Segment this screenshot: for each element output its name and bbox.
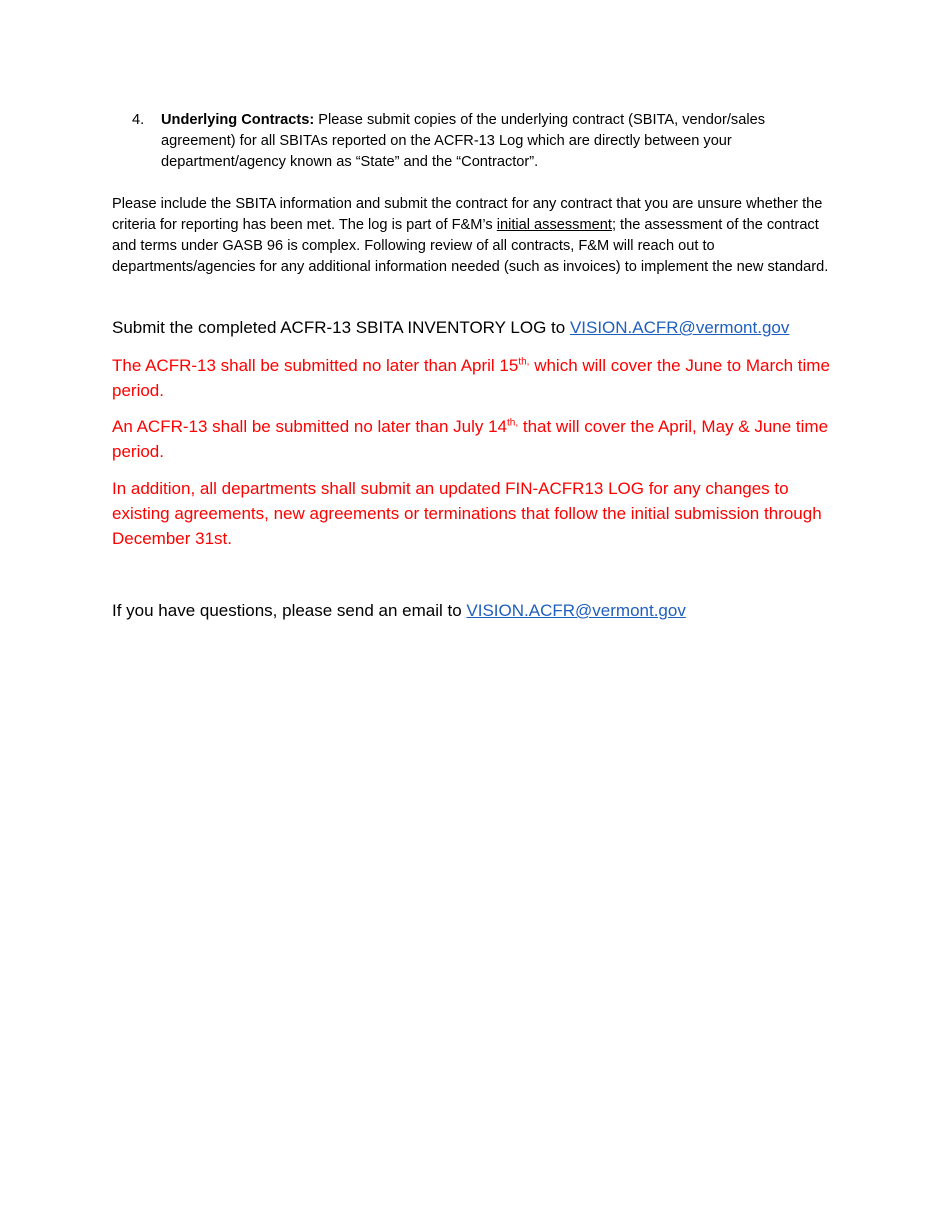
paragraph-text-start: Please include the SBITA information and submit the contract for any contract that you are unsure whether the criteria for reporting has been met. The log is part of F&M’s	[112, 196, 823, 233]
list-item-text: Please submit copies of the underlying contract (SBITA, vendor/sales agreement) for all SBITAs reported on the ACFR-13 Log which are directly between your department/agency known as “State” and the “Contractor”.	[161, 112, 765, 170]
july-deadline-notice	[112, 414, 847, 464]
paragraph-text-end: ; the assessment of the contract and terms under GASB 96 is complex. Following review of all contracts, F&M will reach out to departments/agencies for any additional information needed (such as invoices) to implement the new standard.	[112, 217, 829, 275]
april-deadline-coverage: which will cover the June to March time period.	[112, 356, 830, 400]
submit-email-link[interactable]: VISION.ACFR@vermont.gov	[569, 318, 790, 337]
july-deadline-coverage: that will cover the April, May & June time period.	[112, 417, 829, 461]
questions-contact	[112, 599, 852, 623]
list-item-number: 4.	[132, 112, 145, 128]
list-item-body	[161, 110, 822, 173]
list-item-term: Underlying Contracts:	[161, 112, 315, 128]
july-deadline-ordinal: th,	[507, 417, 519, 429]
submit-instruction	[112, 316, 852, 340]
submit-text: Submit the completed ACFR-13 SBITA INVENTORY LOG to	[112, 318, 570, 337]
questions-email-link[interactable]: VISION.ACFR@vermont.gov	[466, 601, 686, 620]
april-deadline-ordinal: th,	[518, 356, 530, 368]
sbita-instructions-paragraph	[112, 194, 844, 278]
list-item-underlying-contracts	[132, 110, 822, 173]
july-deadline-text: An ACFR-13 shall be submitted no later than July 14	[112, 417, 507, 436]
questions-text: If you have questions, please send an email to	[112, 601, 467, 620]
update-log-notice: In addition, all departments shall submit an updated FIN-ACFR13 LOG for any changes to existing agreements, new agreements or terminations that follow the initial submission through December 31st.	[112, 479, 822, 548]
initial-assessment-term: initial assessment	[496, 217, 612, 233]
april-deadline-text: The ACFR-13 shall be submitted no later than April 15	[112, 356, 519, 375]
april-deadline-notice	[112, 353, 847, 403]
